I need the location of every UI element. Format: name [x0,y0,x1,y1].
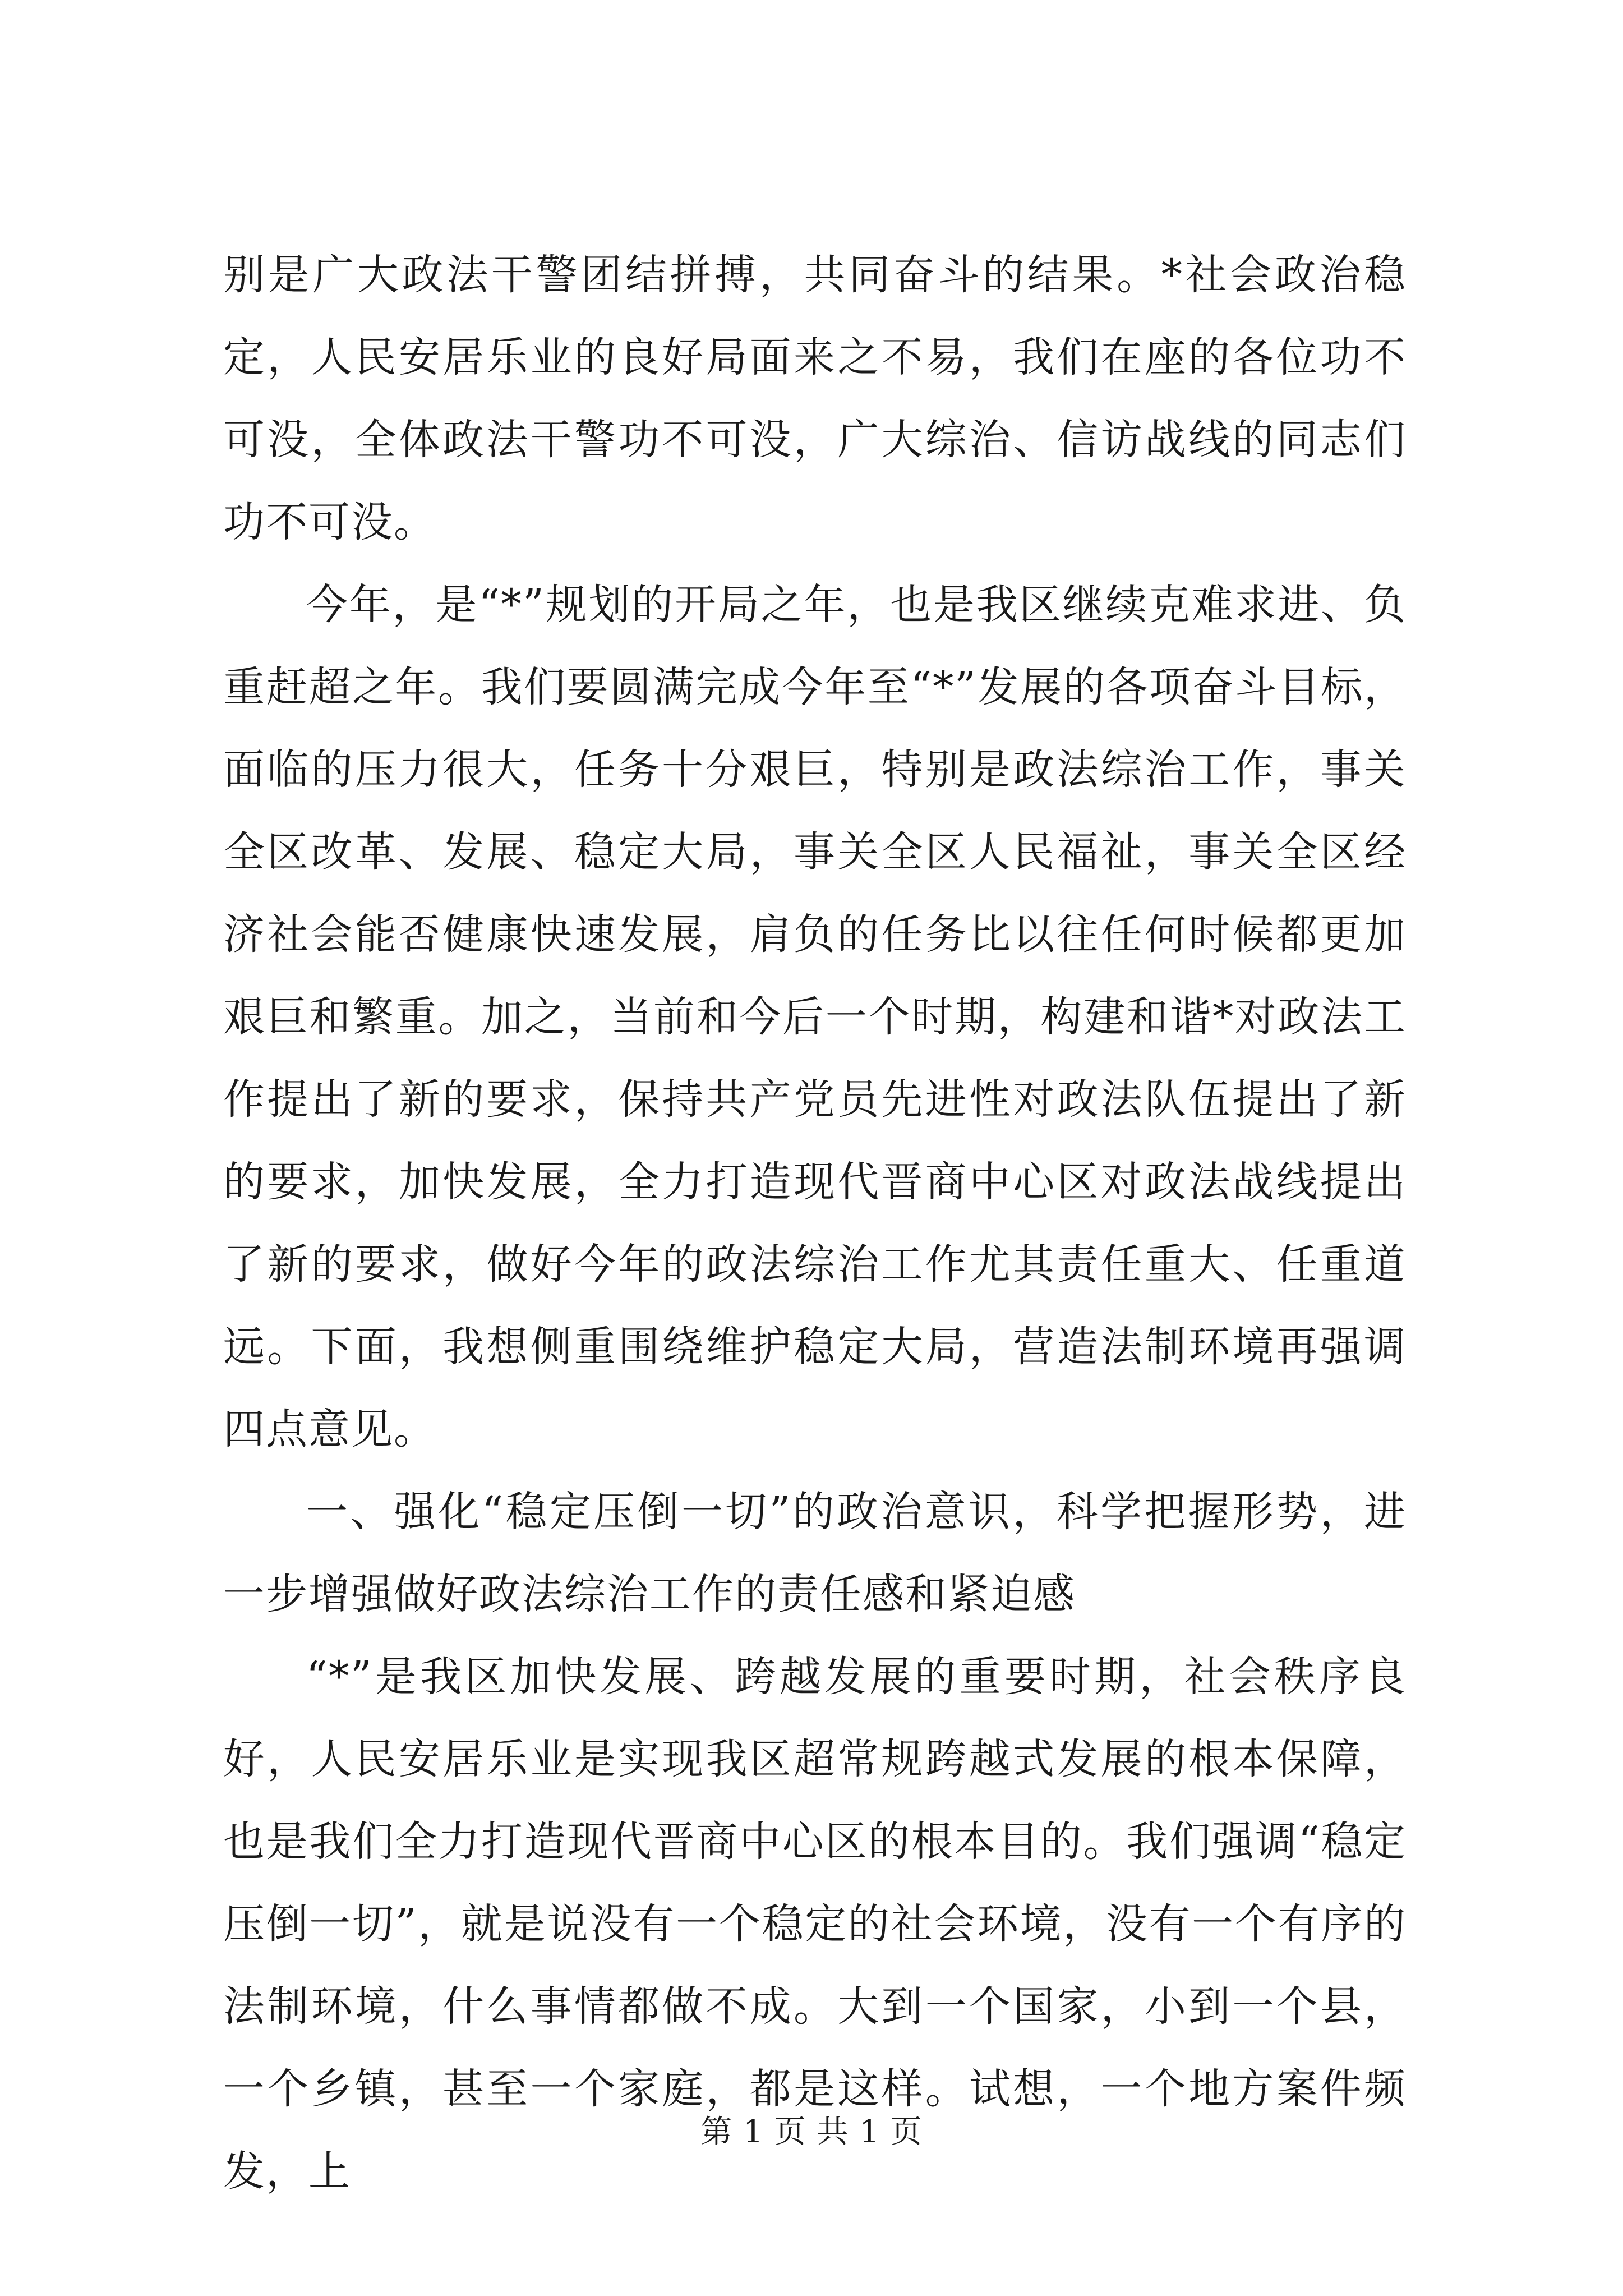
paragraph-3: “*”是我区加快发展、跨越发展的重要时期，社会秩序良好，人民安居乐业是实现我区超常规跨越式发展的根本保障，也是我们全力打造现代晋商中心区的根本目的。我们强调“稳定压倒一切”，就是说没有一个稳定的社会环境，没有一个有序的法制环境，什么事情都做不成。大到一个国家，小到一个县，一个乡镇，甚至一个家庭，都是这样。试想，一个地方案件频发，上 [223,1653,1407,2196]
page-footer [0,2113,1623,2152]
document-body [223,234,1407,2213]
page-number-label: 第 1 页 共 1 页 [700,2114,923,2150]
section-heading-1: 一、强化“稳定压倒一切”的政治意识，科学把握形势，进一步增强做好政法综治工作的责任感和紧迫感 [223,1488,1407,1618]
paragraph-1: 别是广大政法干警团结拼搏，共同奋斗的结果。*社会政治稳定，人民安居乐业的良好局面来之不易，我们在座的各位功不可没，全体政法干警功不可没，广大综治、信访战线的同志们功不可没。 [223,251,1407,546]
paragraph-2: 今年，是“*”规划的开局之年，也是我区继续克难求进、负重赶超之年。我们要圆满完成今年至“*”发展的各项奋斗目标，面临的压力很大，任务十分艰巨，特别是政法综治工作，事关全区改革、发展、稳定大局，事关全区人民福祉，事关全区经济社会能否健康快速发展，肩负的任务比以往任何时候都更加艰巨和繁重。加之，当前和今后一个时期，构建和谐*对政法工作提出了新的要求，保持共产党员先进性对政法队伍提出了新的要求，加快发展，全力打造现代晋商中心区对政法战线提出了新的要求，做好今年的政法综治工作尤其责任重大、任重道远。下面，我想侧重围绕维护稳定大局，营造法制环境再强调四点意见。 [223,581,1407,1453]
